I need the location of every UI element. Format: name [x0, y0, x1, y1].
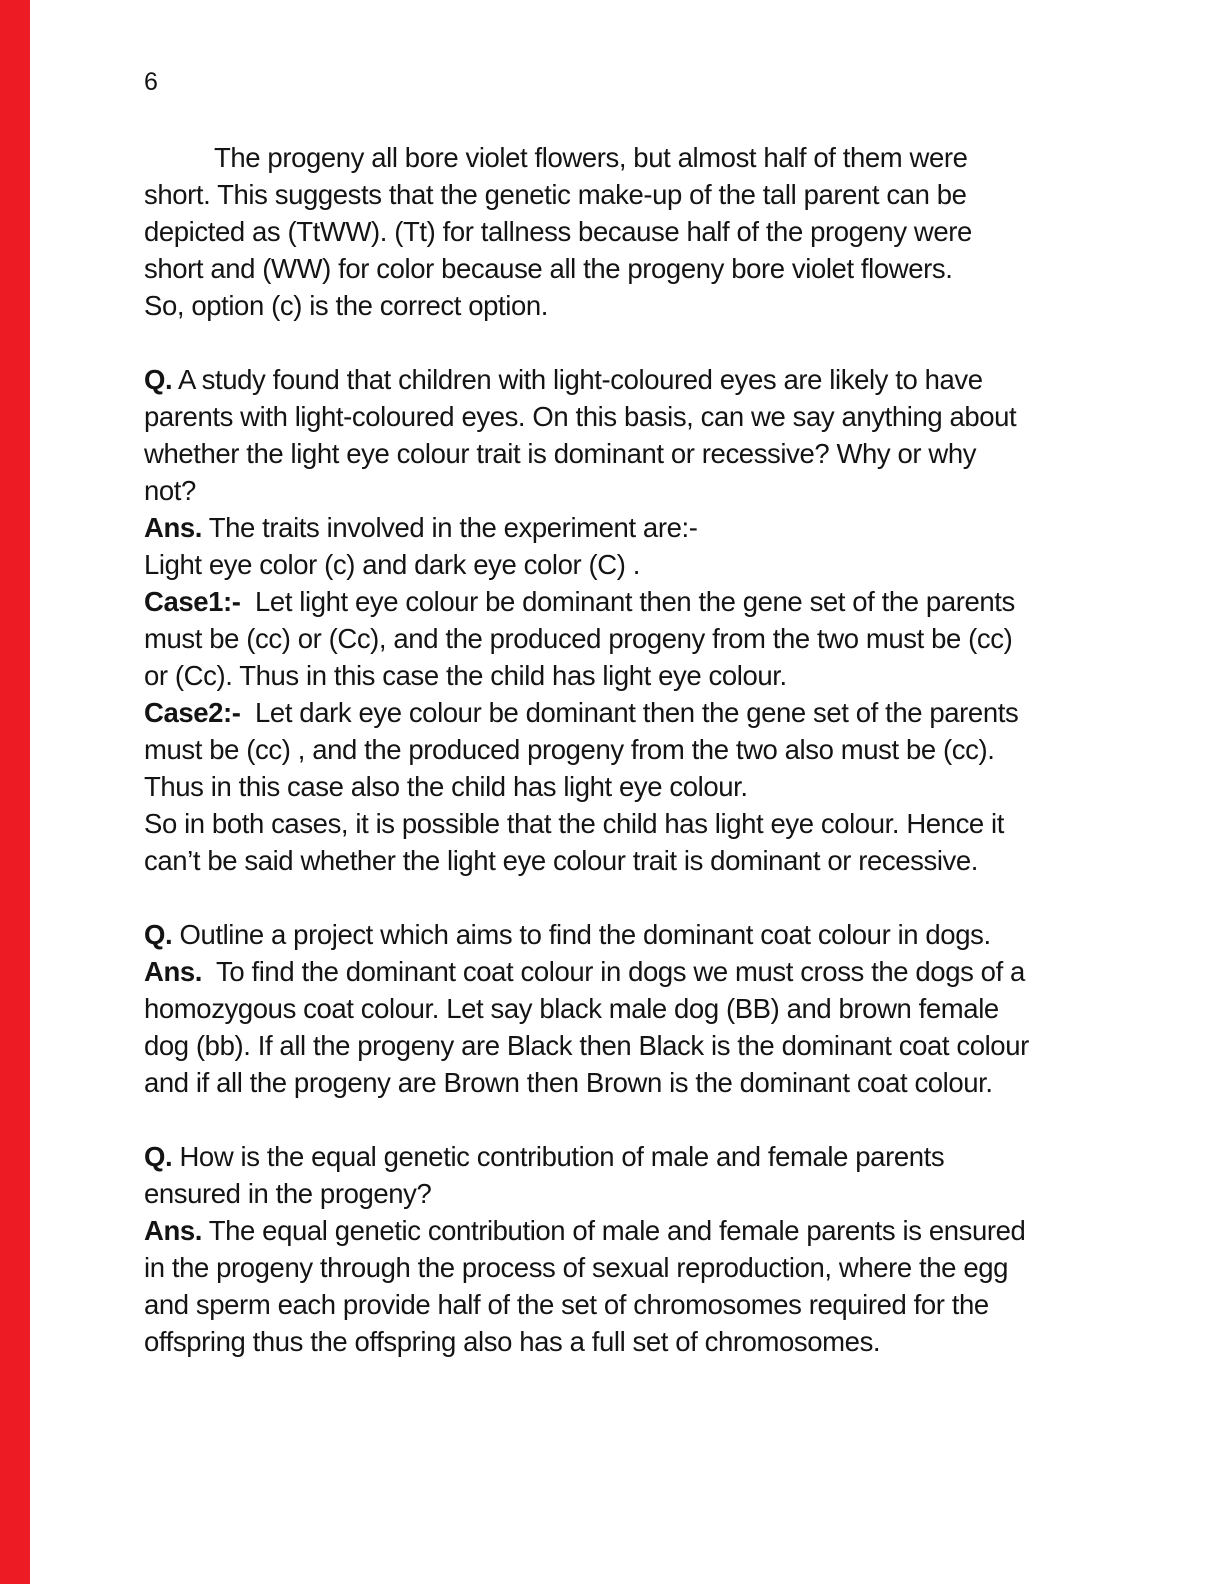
line-text: short. This suggests that the genetic make-up of the tall parent can be [144, 179, 967, 210]
text-line [144, 361, 1144, 398]
text-line [144, 472, 1144, 509]
text-line [144, 1249, 1144, 1286]
line-text: or (Cc). Thus in this case the child has light eye colour. [144, 660, 787, 691]
document-body [144, 139, 1144, 1360]
answer-genetic-contribution [144, 1212, 1144, 1360]
text-line [144, 139, 1144, 176]
page-edge-stripe [0, 0, 30, 1584]
line-text: Let light eye colour be dominant then the gene set of the parents [240, 586, 1015, 617]
line-text: So in both cases, it is possible that the child has light eye colour. Hence it [144, 808, 1004, 839]
text-line [144, 509, 1144, 546]
line-text: Thus in this case also the child has light eye colour. [144, 771, 748, 802]
text-line [144, 657, 1144, 694]
line-text: The traits involved in the experiment are:- [202, 512, 698, 543]
line-text: To find the dominant coat colour in dogs we must cross the dogs of a [202, 956, 1025, 987]
line-text: offspring thus the offspring also has a full set of chromosomes. [144, 1326, 881, 1357]
line-text: not? [144, 475, 196, 506]
text-line [144, 1212, 1144, 1249]
answer-eye-colour [144, 509, 1144, 879]
text-line [144, 916, 1144, 953]
line-text: The equal genetic contribution of male and female parents is ensured [202, 1215, 1026, 1246]
bold-label: Case1:- [144, 586, 241, 617]
text-line [144, 435, 1144, 472]
text-line [144, 250, 1144, 287]
line-text: How is the equal genetic contribution of male and female parents [172, 1141, 945, 1172]
line-text: Let dark eye colour be dominant then the gene set of the parents [240, 697, 1019, 728]
text-line [144, 620, 1144, 657]
question-dog-coat-colour [144, 916, 1144, 953]
text-line [144, 805, 1144, 842]
line-text: Outline a project which aims to find the dominant coat colour in dogs. [172, 919, 991, 950]
bold-label: Q. [144, 919, 173, 950]
text-line [144, 583, 1144, 620]
line-text: whether the light eye colour trait is dominant or recessive? Why or why [144, 438, 977, 469]
text-line [144, 842, 1144, 879]
line-text: and sperm each provide half of the set of chromosomes required for the [144, 1289, 989, 1320]
line-text: depicted as (TtWW). (Tt) for tallness because half of the progeny were [144, 216, 972, 247]
text-line [144, 768, 1144, 805]
text-line [144, 1027, 1144, 1064]
text-line [144, 694, 1144, 731]
line-text: dog (bb). If all the progeny are Black then Black is the dominant coat colour [144, 1030, 1029, 1061]
bold-label: Ans. [144, 956, 202, 987]
text-line [144, 1286, 1144, 1323]
answer-pea-plant-progeny [144, 139, 1144, 324]
line-text: The progeny all bore violet flowers, but almost half of them were [214, 142, 968, 173]
line-text: must be (cc) or (Cc), and the produced progeny from the two must be (cc) [144, 623, 1013, 654]
line-text: can’t be said whether the light eye colour trait is dominant or recessive. [144, 845, 979, 876]
line-text: ensured in the progeny? [144, 1178, 432, 1209]
line-text: short and (WW) for color because all the progeny bore violet flowers. [144, 253, 953, 284]
line-text: in the progeny through the process of sexual reproduction, where the egg [144, 1252, 1008, 1283]
bold-label: Q. [144, 1141, 173, 1172]
text-line [144, 546, 1144, 583]
text-line [144, 213, 1144, 250]
text-line [144, 731, 1144, 768]
text-line [144, 176, 1144, 213]
text-line [144, 1323, 1144, 1360]
question-eye-colour [144, 361, 1144, 509]
bold-label: Case2:- [144, 697, 241, 728]
answer-dog-coat-colour [144, 953, 1144, 1101]
line-text: parents with light-coloured eyes. On this basis, can we say anything about [144, 401, 1017, 432]
text-line [144, 1175, 1144, 1212]
line-text: must be (cc) , and the produced progeny from the two also must be (cc). [144, 734, 995, 765]
text-line [144, 1064, 1144, 1101]
bold-label: Ans. [144, 512, 202, 543]
bold-label: Ans. [144, 1215, 202, 1246]
line-text: and if all the progeny are Brown then Brown is the dominant coat colour. [144, 1067, 993, 1098]
text-line [144, 990, 1144, 1027]
line-text: Light eye color (c) and dark eye color (C) . [144, 549, 640, 580]
line-text: A study found that children with light-coloured eyes are likely to have [172, 364, 983, 395]
text-line [144, 287, 1144, 324]
bold-label: Q. [144, 364, 173, 395]
text-line [144, 1138, 1144, 1175]
question-genetic-contribution [144, 1138, 1144, 1212]
text-line [144, 953, 1144, 990]
line-text: homozygous coat colour. Let say black male dog (BB) and brown female [144, 993, 999, 1024]
line-text: So, option (c) is the correct option. [144, 290, 549, 321]
page-number: 6 [144, 68, 158, 96]
text-line [144, 398, 1144, 435]
